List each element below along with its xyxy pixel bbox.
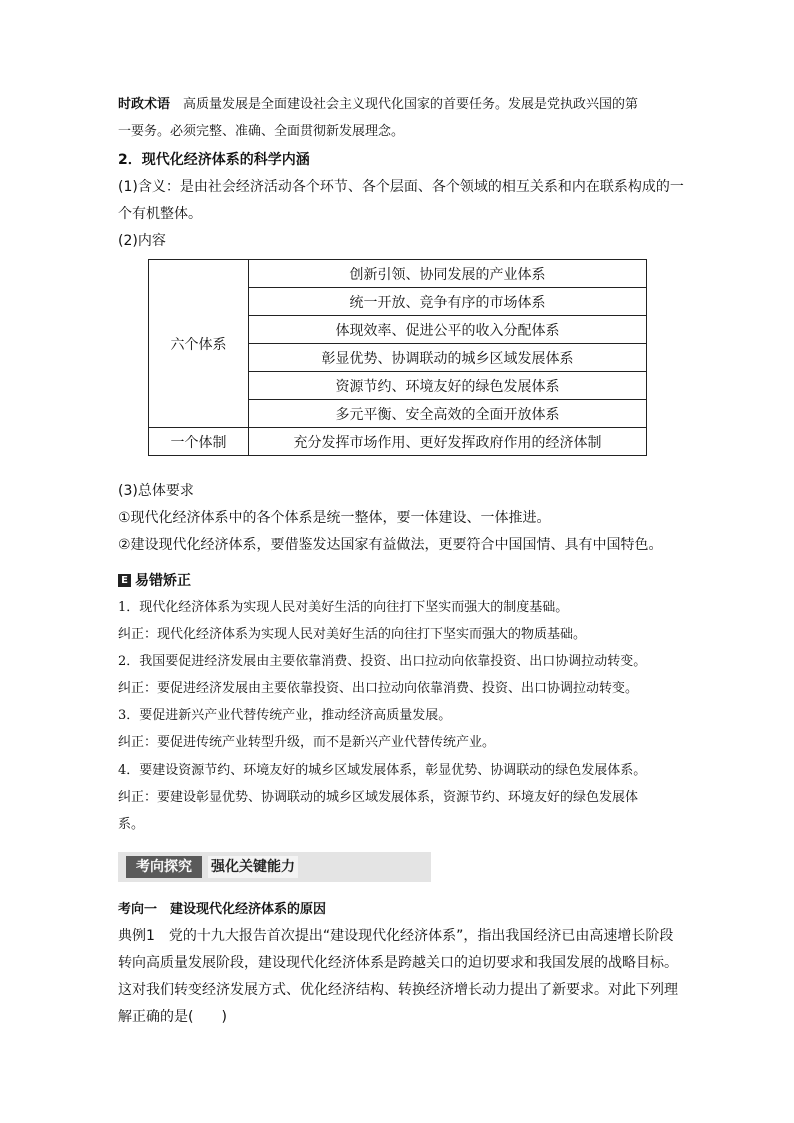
table-cell: 资源节约、环境友好的绿色发展体系	[249, 372, 647, 400]
six-systems-label: 六个体系	[149, 260, 249, 428]
correction-line: 纠正：要建设彰显优势、协调联动的城乡区域发展体系，资源节约、环境友好的绿色发展体	[118, 790, 639, 805]
table-cell: 充分发挥市场作用、更好发挥政府作用的经济体制	[249, 428, 647, 456]
example-line: 这对我们转变经济发展方式、优化经济结构、转换经济增长动力提出了新要求。对此下列理	[118, 982, 678, 998]
table-cell: 创新引领、协同发展的产业体系	[249, 260, 647, 288]
requirements-title: (3)总体要求	[118, 483, 194, 499]
correction-line: 纠正：要促进传统产业转型升级，而不是新兴产业代替传统产业。	[118, 735, 496, 750]
economic-system-table	[148, 259, 647, 456]
error-line: 4．要建设资源节约、环境友好的城乡区域发展体系，彰显优势、协调联动的绿色发展体系。	[118, 763, 647, 778]
example-line: 典例1 党的十九大报告首次提出“建设现代化经济体系”，指出我国经济已由高速增长阶段	[118, 928, 674, 944]
table-cell: 多元平衡、安全高效的全面开放体系	[249, 400, 647, 428]
one-system-label: 一个体制	[149, 428, 249, 456]
content-title: (2)内容	[118, 233, 166, 249]
table-cell: 体现效率、促进公平的收入分配体系	[249, 316, 647, 344]
banner-label-light: 强化关键能力	[208, 856, 298, 878]
definition-line-2: 个有机整体。	[118, 206, 202, 222]
error-line: 1．现代化经济体系为实现人民对美好生活的向往打下坚实而强大的制度基础。	[118, 600, 569, 615]
requirement-1: ①现代化经济体系中的各个体系是统一整体，要一体建设、一体推进。	[118, 510, 551, 526]
direction-title: 考向一 建设现代化经济体系的原因	[118, 902, 327, 917]
correction-line: 纠正：要促进经济发展由主要依靠投资、出口拉动向依靠消费、投资、出口协调拉动转变。	[118, 681, 639, 696]
term-line-1	[118, 95, 638, 115]
correction-line: 纠正：现代化经济体系为实现人民对美好生活的向往打下坚实而强大的物质基础。	[118, 627, 587, 642]
banner-label-dark: 考向探究	[126, 856, 202, 878]
error-correction-title: 易错矫正	[135, 573, 191, 589]
example-line: 转向高质量发展阶段，建设现代化经济体系是跨越关口的迫切要求和我国发展的战略目标。	[118, 955, 678, 971]
table-row	[149, 428, 647, 456]
error-line: 3．要促进新兴产业代替传统产业，推动经济高质量发展。	[118, 708, 452, 723]
table-cell: 统一开放、竞争有序的市场体系	[249, 288, 647, 316]
definition-line-1: (1)含义：是由社会经济活动各个环节、各个层面、各个领域的相互关系和内在联系构成的一	[118, 179, 684, 195]
term-text-1: 高质量发展是全面建设社会主义现代化国家的首要任务。发展是党执政兴国的第	[183, 97, 639, 112]
term-line-2: 一要务。必须完整、准确、全面贯彻新发展理念。	[118, 124, 405, 139]
table-row	[149, 260, 647, 288]
requirement-2: ②建设现代化经济体系，要借鉴发达国家有益做法，更要符合中国国情、具有中国特色。	[118, 537, 663, 553]
term-label: 时政术语	[118, 97, 171, 112]
table-cell: 彰显优势、协调联动的城乡区域发展体系	[249, 344, 647, 372]
error-correction-heading	[118, 570, 191, 590]
section-banner	[118, 852, 431, 882]
correction-line-continued: 系。	[118, 817, 145, 832]
example-line: 解正确的是( )	[118, 1009, 227, 1025]
error-correction-icon: E	[118, 574, 131, 587]
section-title: 2．现代化经济体系的科学内涵	[118, 152, 310, 168]
error-line: 2．我国要促进经济发展由主要依靠消费、投资、出口拉动向依靠投资、出口协调拉动转变。	[118, 654, 647, 669]
